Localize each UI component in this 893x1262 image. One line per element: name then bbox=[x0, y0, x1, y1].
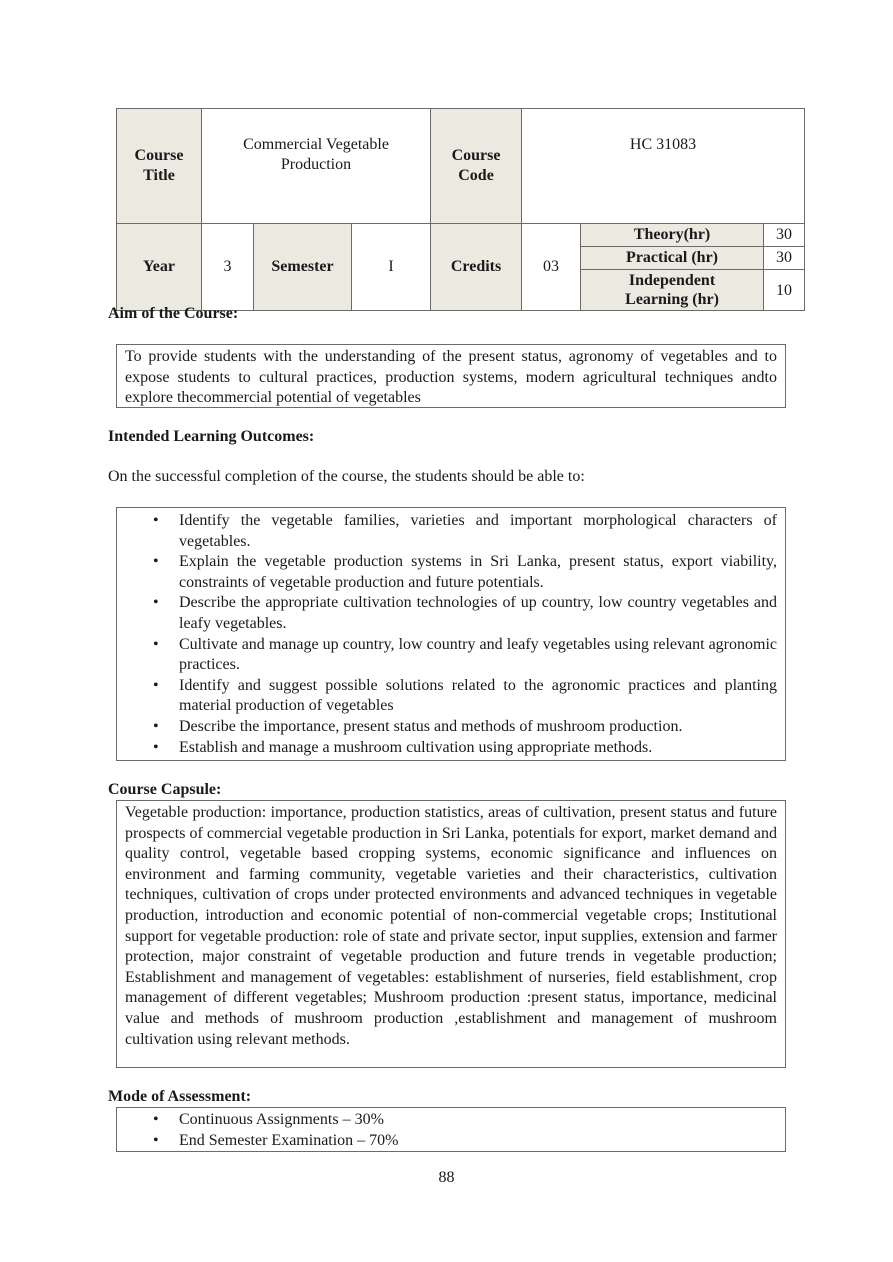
ilo-list bbox=[117, 511, 785, 758]
list-item: • Identify the vegetable families, varieties and important morphological characters of vegetables. bbox=[153, 512, 777, 550]
course-code-value: HC 31083 bbox=[522, 109, 805, 224]
bullet-icon: • bbox=[153, 738, 159, 756]
list-item: • Identify and suggest possible solutions related to the agronomic practices and planting material production of vegetables bbox=[153, 676, 777, 715]
semester-label: Semester bbox=[254, 224, 352, 311]
semester-value: I bbox=[352, 224, 431, 311]
aim-box bbox=[116, 344, 786, 408]
independent-learning-hours-label: Independent Learning (hr) bbox=[581, 270, 764, 311]
course-title-label: Course Title bbox=[117, 109, 202, 224]
list-item: • Cultivate and manage up country, low country and leafy vegetables using relevant agronomic practices. bbox=[153, 635, 777, 674]
page-number: 88 bbox=[438, 1169, 455, 1186]
bullet-icon: • bbox=[153, 553, 159, 571]
theory-hours-label: Theory(hr) bbox=[581, 224, 764, 247]
ilo-heading: Intended Learning Outcomes: bbox=[108, 428, 315, 445]
assessment-heading: Mode of Assessment: bbox=[108, 1088, 252, 1105]
capsule-heading: Course Capsule: bbox=[108, 781, 222, 798]
list-item: • Describe the importance, present status and methods of mushroom production. bbox=[117, 717, 785, 738]
assessment-list bbox=[117, 1110, 785, 1151]
bullet-icon: • bbox=[153, 512, 159, 529]
aim-heading: Aim of the Course: bbox=[108, 305, 239, 322]
credits-value: 03 bbox=[522, 224, 581, 311]
course-info-table bbox=[116, 108, 805, 311]
bullet-icon: • bbox=[153, 676, 159, 694]
theory-hours-value: 30 bbox=[764, 224, 805, 247]
list-item: • Explain the vegetable production systems in Sri Lanka, present status, export viability, constraints of vegetable production and future potentials. bbox=[153, 553, 777, 591]
ilo-intro: On the successful completion of the course, the students should be able to: bbox=[108, 468, 585, 485]
practical-hours-value: 30 bbox=[764, 247, 805, 270]
assessment-box bbox=[116, 1107, 786, 1152]
year-value: 3 bbox=[202, 224, 254, 311]
bullet-icon: • bbox=[153, 635, 159, 653]
ilo-box bbox=[116, 507, 786, 761]
bullet-icon: • bbox=[153, 717, 159, 735]
list-item: • End Semester Examination – 70% bbox=[117, 1131, 785, 1152]
list-item: • Describe the appropriate cultivation technologies of up country, low country vegetables and leafy vegetables. bbox=[153, 594, 777, 632]
capsule-text: Vegetable production: importance, production statistics, areas of cultivation, present status and future prospects of commercial vegetable production in Sri Lanka, potentials for export, market demand and quality control, vegetable based cropping systems, economic significance and influences on environment and farming community, vegetable varieties and their characteristics, cultivation techniques, cultivation of crops under protected environments and advanced techniques in vegetable production, introduction and economic potential of non-commercial vegetable crops; Institutional support for vegetable production: role of state and private sector, input supplies, extension and farmer protection, major constraint of vegetable production and future trends in vegetable production; Establishment and management of vegetables: establishment of nurseries, field establishment, crop management of different vegetables; Mushroom production :present status, importance, medicinal value and methods of mushroom production ,establishment and management of mushroom cultivation using relevant methods. bbox=[125, 804, 777, 1048]
year-label: Year bbox=[117, 224, 202, 311]
list-item: • Continuous Assignments – 30% bbox=[117, 1110, 785, 1131]
bullet-icon: • bbox=[153, 594, 159, 612]
aim-text: To provide students with the understanding of the present status, agronomy of vegetables and to expose students to cultural practices, production systems, modern agricultural techniques andto explore thecommercial potential of vegetables bbox=[125, 348, 777, 407]
practical-hours-label: Practical (hr) bbox=[581, 247, 764, 270]
course-code-label: Course Code bbox=[431, 109, 522, 224]
course-title-value: Commercial Vegetable Production bbox=[202, 109, 431, 224]
bullet-icon: • bbox=[153, 1131, 159, 1149]
list-item: • Establish and manage a mushroom cultivation using appropriate methods. bbox=[117, 738, 785, 759]
credits-label: Credits bbox=[431, 224, 522, 311]
capsule-box bbox=[116, 800, 786, 1068]
independent-learning-hours-value: 10 bbox=[764, 270, 805, 311]
bullet-icon: • bbox=[153, 1111, 159, 1128]
